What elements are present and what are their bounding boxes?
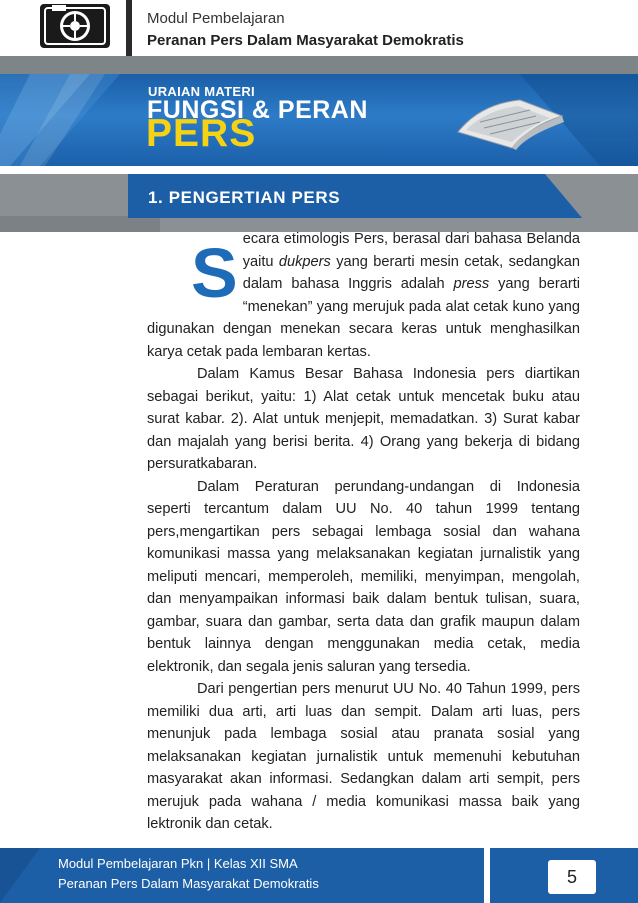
section-heading-shape	[0, 174, 638, 222]
section-kicker: URAIAN MATERI	[148, 84, 255, 99]
paragraph-1: Secara etimologis Pers, berasal dari bahasa Belanda yaitu dukpers yang berarti mesin cetak, sedangkan dalam bahasa Inggris adalah press yang berarti “menekan” yang merujuk pada alat cetak kuno yang digunakan dengan menekan secara keras untuk menghasilkan karya cetak pada lembaran kertas.	[147, 228, 580, 363]
paragraph-3: Dalam Peraturan perundang-undangan di Indonesia seperti tercantum dalam UU No. 40 tahun 1999 tentang pers,mengartikan pers sebagai lembaga sosial dan wahana komunikasi massa yang melaksanakan kegiatan jurnalistik yang meliputi mencari, memperoleh, memiliki, menyimpan, mengolah, dan menyampaikan informasi baik dalam bentuk tulisan, suara, gambar, suara dan gambar, serta data dan grafik maupun dalam bentuk lainnya dengan menggunakan media cetak, media elektronik, dan segala jenis saluran yang tersedia.	[147, 478, 580, 675]
section-heading: 1. PENGERTIAN PERS	[148, 188, 341, 207]
drop-cap: S	[191, 234, 238, 312]
header-module-label: Modul Pembelajaran	[147, 10, 285, 27]
footer-module-title: Peranan Pers Dalam Masyarakat Demokratis	[58, 876, 319, 891]
newspaper-icon	[450, 86, 570, 156]
page-number: 5	[548, 860, 596, 894]
camera-icon	[40, 4, 110, 48]
paragraph-4: Dari pengertian pers menurut UU No. 40 Tahun 1999, pers memiliki dua arti, arti luas dan sempit. Dalam arti luas, pers menunjuk pada lembaga sosial atau pranata sosial yang melaksanakan kegiatan jurnalistik untuk memenuhi kebutuhan masyarakat akan informasi. Sedangkan dalam arti sempit, pers merujuk pada wahana / media komunikasi massa baik yang lektronik dan cetak.	[147, 681, 580, 832]
header-strip	[0, 56, 638, 74]
header-divider	[126, 0, 132, 56]
body-text	[147, 228, 580, 836]
chapter-title: FUNGSI & PERAN	[147, 96, 368, 124]
header-module-title: Peranan Pers Dalam Masyarakat Demokratis	[147, 32, 464, 49]
paragraph-2: Dalam Kamus Besar Bahasa Indonesia pers diartikan sebagai berikut, yaitu: 1) Alat cetak untuk mencetak buku atau surat kabar. 2). Alat untuk menjepit, memadatkan. 3) Surat kabar dan majalah yang berisi berita. 4) Orang yang bekerja di bidang persuratkabaran.	[147, 366, 580, 472]
footer-course-label: Modul Pembelajaran Pkn | Kelas XII SMA	[58, 856, 298, 871]
chapter-title-accent: PERS	[146, 112, 257, 155]
